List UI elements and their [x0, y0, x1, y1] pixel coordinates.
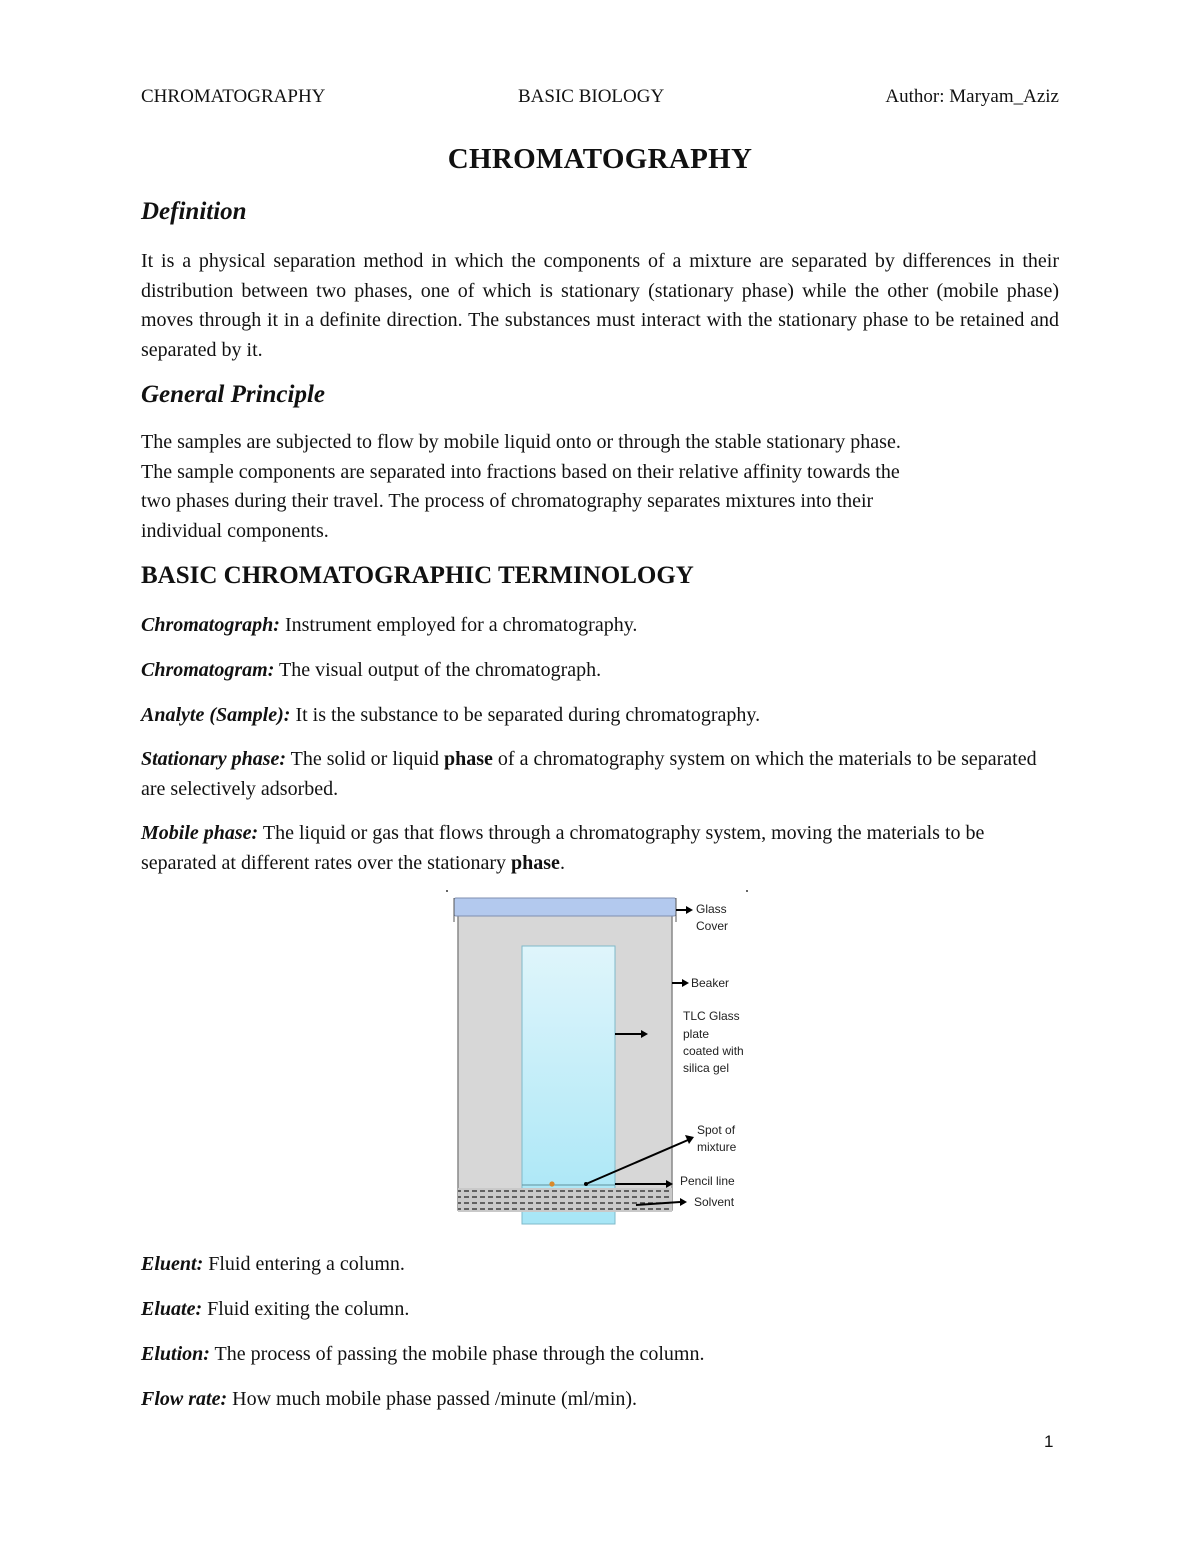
label-tlc: coated with	[683, 1044, 744, 1058]
term-chromatograph	[141, 611, 1059, 641]
term-analyte	[141, 701, 1059, 731]
principle-line: two phases during their travel. The process of chromatography separates mixtures into their	[141, 490, 874, 512]
principle-line: individual components.	[141, 519, 329, 542]
term-definition: Fluid entering a column.	[203, 1253, 405, 1275]
tlc-diagram-svg	[440, 888, 770, 1228]
term-label: Eluent:	[141, 1253, 204, 1275]
term-flow-rate	[141, 1385, 1059, 1415]
header-author: Author: Maryam_Aziz	[885, 86, 1059, 107]
term-label: Flow rate:	[141, 1388, 228, 1410]
page-title: CHROMATOGRAPHY	[447, 143, 753, 175]
term-definition: .	[559, 851, 565, 874]
corner-mark	[746, 890, 748, 892]
spot-arrow-origin	[584, 1182, 588, 1186]
term-definition: Instrument employed for a chromatography.	[279, 614, 638, 636]
label-tlc: silica gel	[683, 1061, 730, 1075]
solvent	[458, 1188, 672, 1212]
term-definition: Fluid exiting the column.	[202, 1298, 410, 1320]
term-label: Analyte (Sample):	[141, 704, 291, 726]
terminology-heading: BASIC CHROMATOGRAPHIC TERMINOLOGY	[141, 562, 694, 589]
label-spot: mixture	[697, 1140, 737, 1154]
arrow-head	[680, 1198, 687, 1206]
principle-line: The samples are subjected to flow by mobile liquid onto or through the stable stationary phase.	[141, 431, 901, 453]
term-label: Mobile phase:	[141, 822, 259, 844]
header-center: BASIC BIOLOGY	[518, 86, 665, 107]
term-definition: The visual output of the chromatograph.	[274, 659, 602, 681]
definition-text: It is a physical separation method in which the components of a mixture are separated by differences in their distribution between two phases, one of which is stationary (stationary phase) while the other (mobile phase) moves through it in a definite direction. The substances must interact with the stationary phase to be retained and separated by it.	[141, 250, 1059, 361]
term-label: Stationary phase:	[141, 748, 287, 770]
principle-line: The sample components are separated into fractions based on their relative affinity towards the	[141, 460, 900, 483]
term-stationary-phase	[141, 745, 1059, 804]
term-definition: It is the substance to be separated during chromatography.	[290, 704, 761, 726]
arrow-head	[682, 979, 689, 987]
term-mobile-phase	[141, 819, 1059, 878]
term-definition: The solid or liquid	[286, 748, 444, 770]
term-definition: The liquid or gas that flows through a chromatography system, moving the materials to be separated at different rates over the stationary	[141, 822, 985, 874]
tlc-plate	[522, 946, 615, 1224]
running-header	[141, 86, 1059, 112]
term-label: Eluate:	[141, 1298, 203, 1320]
term-bold-word: phase	[444, 748, 493, 770]
arrow-head	[685, 1135, 694, 1144]
mixture-spot	[549, 1181, 554, 1186]
term-elution	[141, 1340, 1059, 1370]
principle-text	[141, 428, 1059, 546]
term-definition: The process of passing the mobile phase through the column.	[209, 1343, 705, 1365]
label-beaker: Beaker	[691, 976, 730, 990]
header-left: CHROMATOGRAPHY	[141, 86, 326, 107]
label-tlc: plate	[683, 1027, 710, 1041]
term-definition: of a chromatography system on which the materials to be separated are selectively adsorbed.	[141, 748, 1037, 800]
term-eluent	[141, 1250, 1059, 1280]
tlc-diagram	[440, 888, 770, 1228]
term-bold-word: phase	[511, 851, 560, 874]
label-solvent: Solvent	[694, 1195, 735, 1209]
label-glass: Glass	[696, 902, 727, 916]
definition-heading: Definition	[141, 198, 247, 225]
label-pencil: Pencil line	[680, 1174, 735, 1188]
label-tlc: TLC Glass	[683, 1009, 740, 1023]
glass-cover	[454, 898, 676, 916]
term-label: Elution:	[141, 1343, 210, 1365]
label-spot: Spot of	[697, 1123, 736, 1137]
label-cover: Cover	[696, 919, 729, 933]
term-chromatogram	[141, 656, 1059, 686]
term-label: Chromatograph:	[141, 614, 280, 636]
corner-mark	[446, 890, 448, 892]
principle-heading: General Principle	[141, 381, 326, 408]
term-eluate	[141, 1295, 1059, 1325]
term-label: Chromatogram:	[141, 659, 275, 681]
page-number: 1	[1044, 1432, 1054, 1451]
arrow-head	[686, 906, 693, 914]
term-definition: How much mobile phase passed /minute (ml/min).	[227, 1388, 638, 1410]
